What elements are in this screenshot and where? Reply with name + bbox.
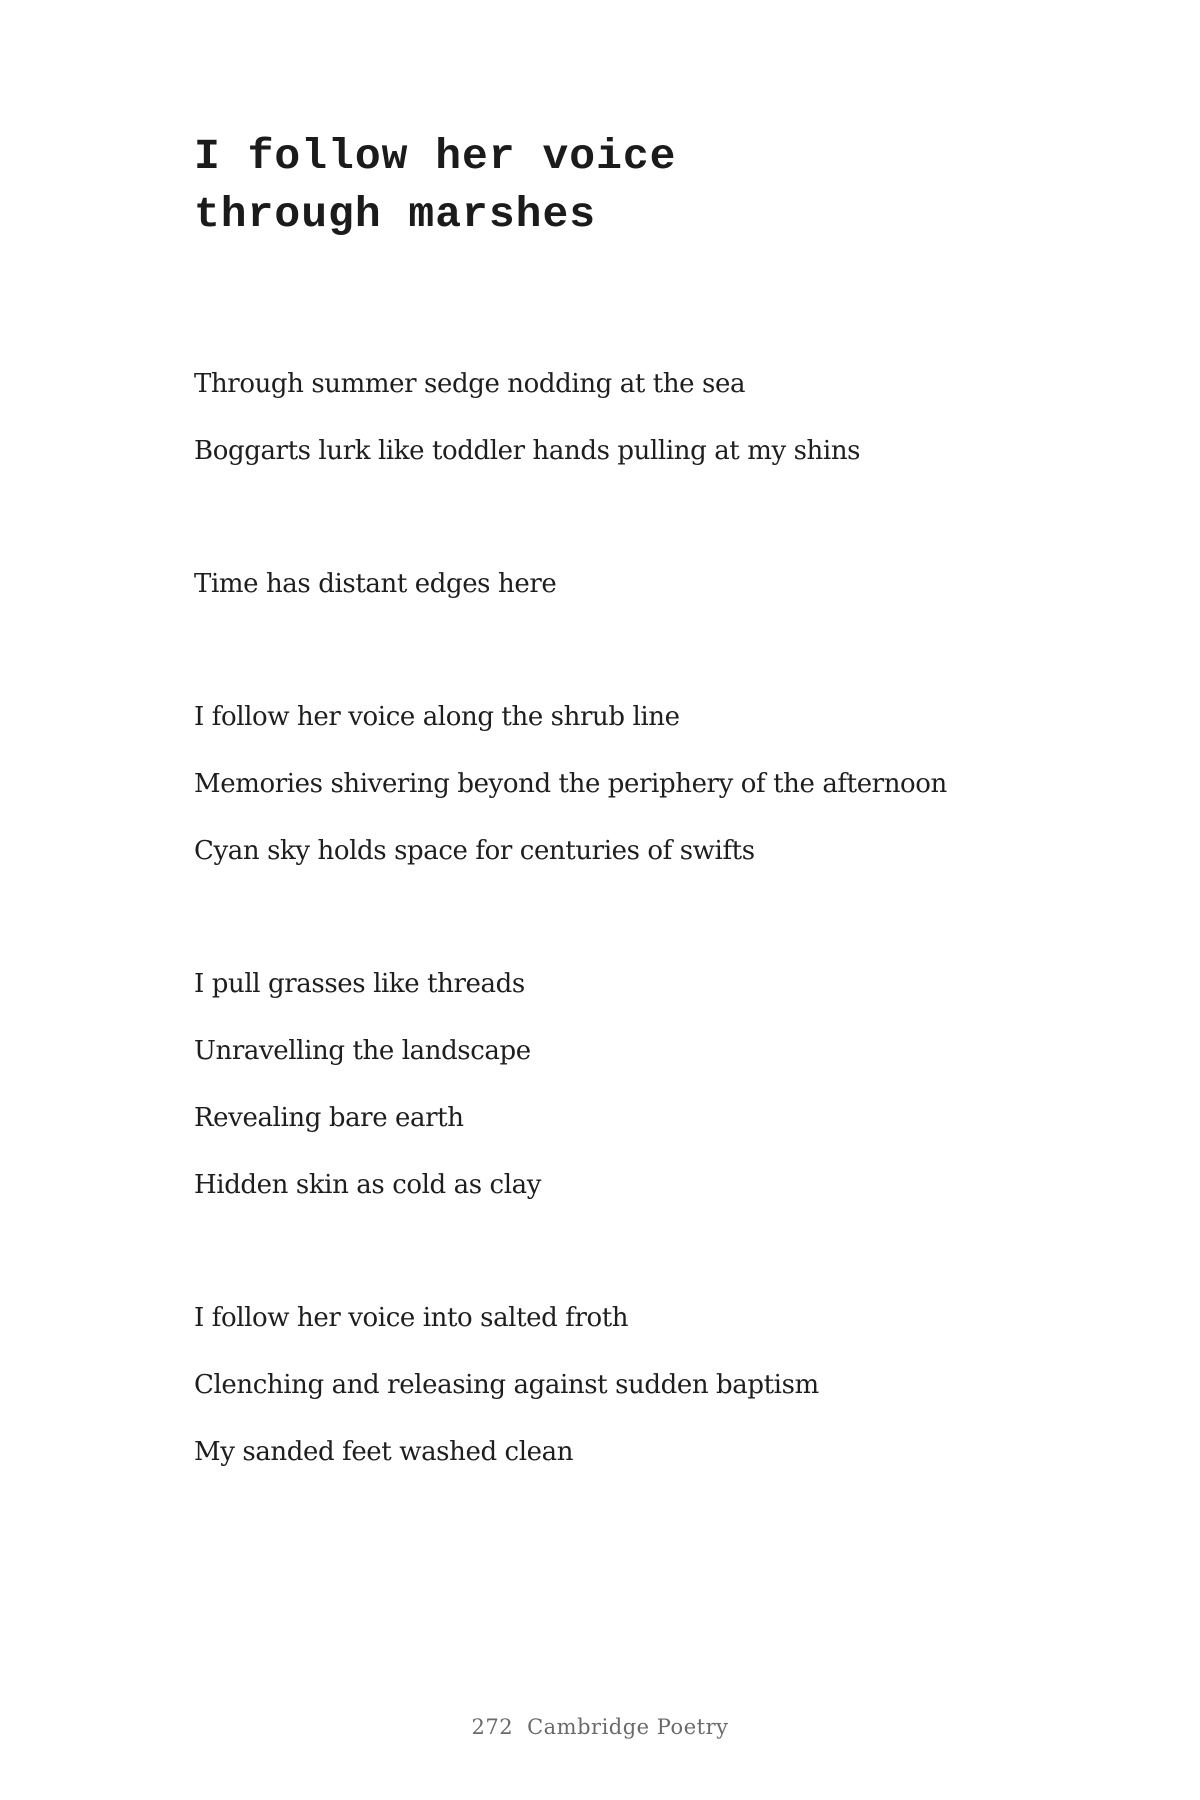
poem-line: Through summer sedge nodding at the sea [194, 369, 746, 399]
poem-line: Time has distant edges here [194, 569, 557, 599]
poem-line: Hidden skin as cold as clay [194, 1170, 542, 1200]
title-line: through marshes [194, 190, 597, 239]
stanza [194, 364, 1094, 498]
stanza [194, 964, 1094, 1232]
poem-line: Unravelling the landscape [194, 1036, 531, 1066]
poem-line: Clenching and releasing against sudden baptism [194, 1370, 819, 1400]
poem-line: Boggarts lurk like toddler hands pulling at my shins [194, 436, 861, 466]
poem-line: Memories shivering beyond the periphery of the afternoon [194, 769, 947, 799]
page-footer [0, 1715, 1200, 1739]
page-number: 272 [471, 1715, 514, 1739]
title-line: I follow her voice [194, 132, 677, 181]
stanza [194, 564, 1094, 631]
poem-line: I pull grasses like threads [194, 969, 525, 999]
poem-line: Revealing bare earth [194, 1103, 464, 1133]
poem-line: I follow her voice along the shrub line [194, 702, 680, 732]
poem-line: Cyan sky holds space for centuries of swifts [194, 836, 755, 866]
poem-line: I follow her voice into salted froth [194, 1303, 629, 1333]
stanza [194, 697, 1094, 898]
publication-name: Cambridge Poetry [527, 1715, 729, 1739]
stanza [194, 1298, 1094, 1499]
poem-title [194, 128, 676, 244]
poem-body [194, 364, 1094, 1565]
poem-line: My sanded feet washed clean [194, 1437, 574, 1467]
